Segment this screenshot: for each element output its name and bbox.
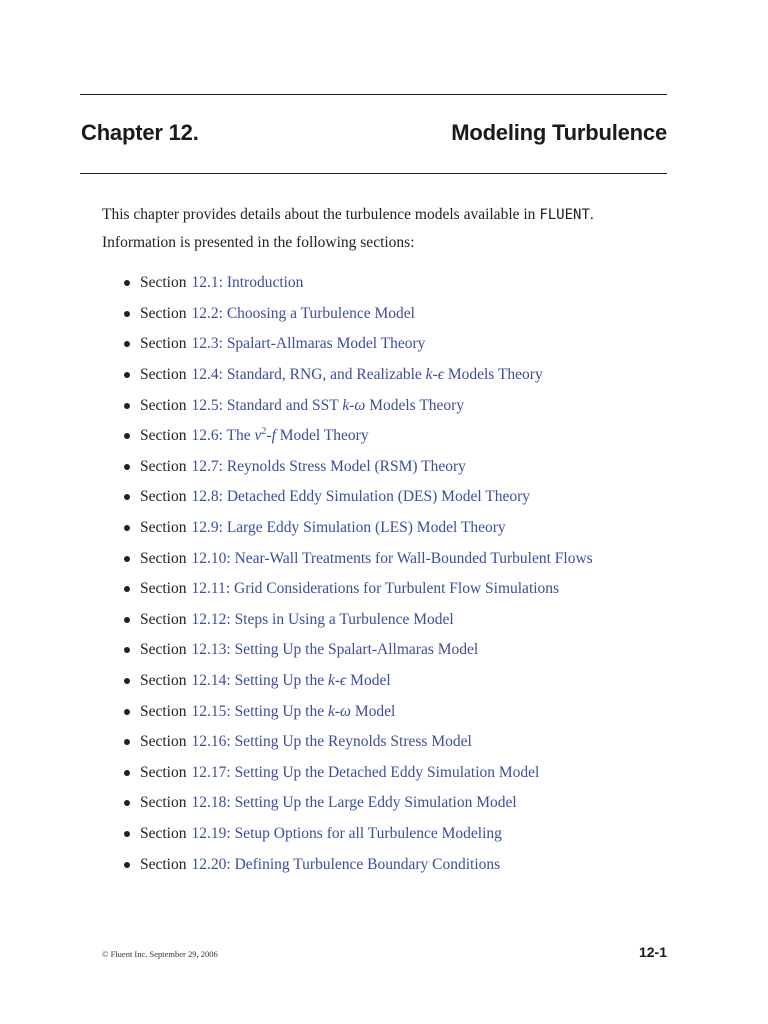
section-number: 12.8 <box>191 488 219 506</box>
bullet-icon <box>124 800 130 806</box>
section-list-item <box>122 390 662 421</box>
section-number: 12.14 <box>191 672 227 690</box>
section-prefix: Section <box>140 702 187 720</box>
bullet-icon <box>124 739 130 745</box>
bullet-icon <box>124 341 130 347</box>
math-symbol: k-ϵ <box>328 672 347 690</box>
section-list-item <box>122 452 662 483</box>
section-title: Choosing a Turbulence Model <box>226 304 415 322</box>
section-prefix: Section <box>140 457 187 475</box>
section-number: 12.2 <box>191 304 219 322</box>
section-link-12-8[interactable]: 12.8: Detached Eddy Simulation (DES) Model Theory <box>191 488 531 506</box>
section-list-item <box>122 421 662 452</box>
header-bottom-rule <box>80 173 667 174</box>
section-title-start: Standard and SST <box>226 396 343 414</box>
section-prefix: Section <box>140 519 187 537</box>
section-link-12-14[interactable]: 12.14: Setting Up the k-ϵ Model <box>191 672 391 690</box>
section-title: Setting Up the Reynolds Stress Model <box>234 733 472 751</box>
section-link-12-7[interactable]: 12.7: Reynolds Stress Model (RSM) Theory <box>191 457 466 475</box>
section-prefix: Section <box>140 335 187 353</box>
bullet-icon <box>124 280 130 286</box>
section-number: 12.13 <box>191 641 227 659</box>
section-list-item <box>122 299 662 330</box>
section-prefix: Section <box>140 396 187 414</box>
section-number: 12.10 <box>191 549 227 567</box>
section-link-12-1[interactable]: 12.1: Introduction <box>191 274 304 292</box>
section-list-item <box>122 543 662 574</box>
section-prefix: Section <box>140 794 187 812</box>
chapter-header <box>81 116 667 150</box>
bullet-icon <box>124 311 130 317</box>
section-title: Setting Up the Spalart-Allmaras Model <box>234 641 479 659</box>
section-title: Steps in Using a Turbulence Model <box>234 610 454 628</box>
page-number: 12-1 <box>638 944 667 960</box>
bullet-icon <box>124 831 130 837</box>
section-list-item <box>122 849 662 880</box>
chapter-title: Modeling Turbulence <box>451 120 667 145</box>
section-title: Detached Eddy Simulation (DES) Model Theory <box>226 488 531 506</box>
section-list-item <box>122 360 662 391</box>
section-number: 12.15 <box>191 702 227 720</box>
section-number: 12.6 <box>191 427 219 445</box>
bullet-icon <box>124 617 130 623</box>
section-title: Defining Turbulence Boundary Conditions <box>234 855 501 873</box>
bullet-icon <box>124 464 130 470</box>
section-number: 12.3 <box>191 335 219 353</box>
bullet-icon <box>124 586 130 592</box>
section-number: 12.7 <box>191 457 219 475</box>
section-link-12-9[interactable]: 12.9: Large Eddy Simulation (LES) Model Theory <box>191 519 506 537</box>
math-symbol-f: -f <box>266 427 276 445</box>
bullet-icon <box>124 556 130 562</box>
section-link-12-17[interactable]: 12.17: Setting Up the Detached Eddy Simulation Model <box>191 763 540 781</box>
section-list-item <box>122 666 662 697</box>
section-title: Introduction <box>226 274 304 292</box>
section-title: Setting Up the Detached Eddy Simulation Model <box>234 763 540 781</box>
section-prefix: Section <box>140 304 187 322</box>
section-number: 12.4 <box>191 366 219 384</box>
section-list-item <box>122 727 662 758</box>
section-number: 12.1 <box>191 274 219 292</box>
section-title-end: Model <box>346 672 391 690</box>
section-number: 12.18 <box>191 794 227 812</box>
section-list <box>122 268 662 880</box>
section-link-12-13[interactable]: 12.13: Setting Up the Spalart-Allmaras Model <box>191 641 479 659</box>
section-prefix: Section <box>140 549 187 567</box>
section-prefix: Section <box>140 641 187 659</box>
bullet-icon <box>124 494 130 500</box>
section-prefix: Section <box>140 274 187 292</box>
section-prefix: Section <box>140 763 187 781</box>
section-list-item <box>122 819 662 850</box>
bullet-icon <box>124 678 130 684</box>
math-symbol: k-ϵ <box>425 366 444 384</box>
section-link-12-10[interactable]: 12.10: Near-Wall Treatments for Wall-Bounded Turbulent Flows <box>191 549 593 567</box>
section-prefix: Section <box>140 366 187 384</box>
intro-line-2: Information is presented in the following sections: <box>102 234 415 251</box>
section-number: 12.19 <box>191 824 227 842</box>
section-title: Setting Up the Large Eddy Simulation Model <box>234 794 517 812</box>
section-list-item <box>122 605 662 636</box>
bullet-icon <box>124 433 130 439</box>
section-number: 12.11 <box>191 580 226 598</box>
section-title: Setup Options for all Turbulence Modeling <box>234 824 502 842</box>
section-number: 12.16 <box>191 733 227 751</box>
section-link-12-4[interactable]: 12.4: Standard, RNG, and Realizable k-ϵ Models Theory <box>191 366 543 384</box>
section-prefix: Section <box>140 824 187 842</box>
section-list-item <box>122 329 662 360</box>
section-number: 12.9 <box>191 519 219 537</box>
section-prefix: Section <box>140 672 187 690</box>
section-number: 12.5 <box>191 396 219 414</box>
bullet-icon <box>124 770 130 776</box>
bullet-icon <box>124 709 130 715</box>
section-link-12-11[interactable]: 12.11: Grid Considerations for Turbulent Flow Simulations <box>191 580 560 598</box>
section-title-end: Model Theory <box>275 427 369 445</box>
section-link-12-5[interactable]: 12.5: Standard and SST k-ω Models Theory <box>191 396 465 414</box>
section-number: 12.17 <box>191 763 227 781</box>
section-link-12-20[interactable]: 12.20: Defining Turbulence Boundary Conditions <box>191 855 501 873</box>
section-title: Reynolds Stress Model (RSM) Theory <box>226 457 466 475</box>
section-list-item <box>122 696 662 727</box>
section-list-item <box>122 758 662 789</box>
math-superscript: 2 <box>261 426 267 438</box>
section-number: 12.12 <box>191 610 227 628</box>
math-symbol: k-ω <box>328 702 351 720</box>
section-link-12-12[interactable]: 12.12: Steps in Using a Turbulence Model <box>191 610 454 628</box>
footer-copyright: © Fluent Inc. September 29, 2006 <box>102 949 218 959</box>
section-title-end: Models Theory <box>365 396 465 414</box>
bullet-icon <box>124 647 130 653</box>
header-top-rule <box>80 94 667 95</box>
section-number: 12.20 <box>191 855 227 873</box>
section-title-start: Standard, RNG, and Realizable <box>226 366 426 384</box>
section-prefix: Section <box>140 580 187 598</box>
section-list-item <box>122 482 662 513</box>
section-title-start: Setting Up the <box>234 672 328 690</box>
section-link-12-18[interactable]: 12.18: Setting Up the Large Eddy Simulation Model <box>191 794 517 812</box>
bullet-icon <box>124 403 130 409</box>
math-symbol: k-ω <box>342 396 366 414</box>
section-prefix: Section <box>140 610 187 628</box>
section-link-12-15[interactable]: 12.15: Setting Up the k-ω Model <box>191 702 396 720</box>
section-link-12-2[interactable]: 12.2: Choosing a Turbulence Model <box>191 304 415 322</box>
section-title-start: Setting Up the <box>234 702 328 720</box>
section-list-item <box>122 574 662 605</box>
intro-line-1: This chapter provides details about the turbulence models available in FLUENT. <box>102 206 594 223</box>
section-link-12-16[interactable]: 12.16: Setting Up the Reynolds Stress Model <box>191 733 472 751</box>
section-list-item <box>122 268 662 299</box>
section-link-12-6[interactable]: 12.6: The $v^2-f$ Model Theory <box>191 426 369 445</box>
section-list-item <box>122 635 662 666</box>
product-name: FLUENT <box>539 207 590 223</box>
chapter-label: Chapter 12. <box>81 120 199 145</box>
section-title: Near-Wall Treatments for Wall-Bounded Turbulent Flows <box>234 549 593 567</box>
bullet-icon <box>124 525 130 531</box>
bullet-icon <box>124 862 130 868</box>
section-prefix: Section <box>140 855 187 873</box>
section-title-start: The <box>226 427 255 445</box>
bullet-icon <box>124 372 130 378</box>
intro-paragraph <box>102 201 667 257</box>
section-list-item <box>122 788 662 819</box>
section-title: Spalart-Allmaras Model Theory <box>226 335 426 353</box>
section-link-12-3[interactable]: 12.3: Spalart-Allmaras Model Theory <box>191 335 426 353</box>
section-title: Grid Considerations for Turbulent Flow Simulations <box>234 580 560 598</box>
section-list-item <box>122 513 662 544</box>
section-prefix: Section <box>140 733 187 751</box>
section-link-12-19[interactable]: 12.19: Setup Options for all Turbulence Modeling <box>191 824 502 842</box>
math-symbol-v: v <box>254 427 262 445</box>
section-prefix: Section <box>140 488 187 506</box>
section-title: Large Eddy Simulation (LES) Model Theory <box>226 519 506 537</box>
section-title-end: Models Theory <box>443 366 543 384</box>
section-prefix: Section <box>140 427 187 445</box>
section-title-end: Model <box>351 702 396 720</box>
